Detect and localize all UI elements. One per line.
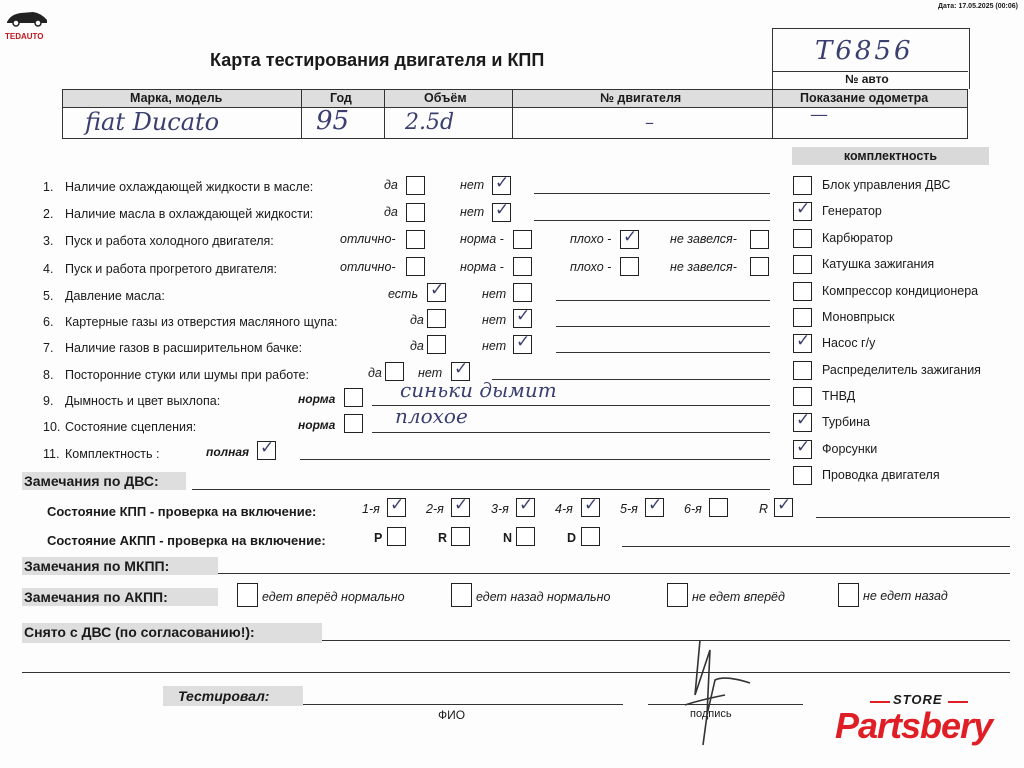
kpp-gear-5-checkbox[interactable]: ✓ bbox=[645, 498, 664, 517]
akpp-forward-normal-checkbox[interactable] bbox=[237, 583, 258, 607]
kpp-gear-6-checkbox[interactable] bbox=[709, 498, 728, 517]
q4-opt-bad: плохо - bbox=[570, 260, 612, 274]
q7-opt-yes: да bbox=[410, 339, 424, 353]
akpp-no-backward-label: не едет назад bbox=[863, 589, 948, 603]
tested-label: Тестировал: bbox=[178, 688, 270, 704]
q4-checkbox-normal[interactable] bbox=[513, 257, 532, 276]
kit-checkbox-generator[interactable]: ✓ bbox=[793, 202, 812, 221]
q7-opt-no: нет bbox=[482, 339, 507, 353]
q5-text: Давление масла: bbox=[65, 289, 165, 303]
q4-text: Пуск и работа прогретого двигателя: bbox=[65, 262, 277, 276]
kit-checkbox-injectors[interactable]: ✓ bbox=[793, 440, 812, 459]
kit-label-carburetor: Карбюратор bbox=[822, 231, 893, 245]
kpp-gear-r-label: R bbox=[759, 502, 769, 516]
q8-number: 8. bbox=[43, 368, 54, 382]
car-number-value: T6856 bbox=[815, 36, 914, 66]
kit-checkbox-injection-pump[interactable] bbox=[793, 387, 812, 406]
kit-checkbox-ecu[interactable] bbox=[793, 176, 812, 195]
q3-opt-excellent: отлично- bbox=[340, 232, 396, 246]
q6-opt-no: нет bbox=[482, 313, 507, 327]
akpp-gear-d-label: D bbox=[567, 531, 577, 545]
q2-opt-no: нет bbox=[460, 205, 485, 219]
q5-number: 5. bbox=[43, 289, 54, 303]
q11-opt-full: полная bbox=[206, 445, 250, 459]
kit-checkbox-ignition-coil[interactable] bbox=[793, 255, 812, 274]
q1-number: 1. bbox=[43, 180, 54, 194]
akpp-gear-n-label: N bbox=[503, 531, 513, 545]
kit-title: комплектность bbox=[792, 147, 989, 165]
q2-checkbox-no[interactable]: ✓ bbox=[492, 203, 511, 222]
kpp-gear-4-label: 4-я bbox=[555, 502, 573, 516]
q8-text: Посторонние стуки или шумы при работе: bbox=[65, 368, 309, 382]
value-odometer: — bbox=[810, 104, 828, 125]
value-make-model: fiat Ducato bbox=[85, 108, 220, 136]
q3-text: Пуск и работа холодного двигателя: bbox=[65, 234, 274, 248]
akpp-gear-r-checkbox[interactable] bbox=[451, 527, 470, 546]
q3-number: 3. bbox=[43, 234, 54, 248]
q2-opt-yes: да bbox=[384, 205, 398, 219]
q3-opt-bad: плохо - bbox=[570, 232, 612, 246]
kpp-gear-4-checkbox[interactable]: ✓ bbox=[581, 498, 600, 517]
kit-checkbox-mono-injection[interactable] bbox=[793, 308, 812, 327]
kit-label-injectors: Форсунки bbox=[822, 442, 878, 456]
kit-checkbox-turbine[interactable]: ✓ bbox=[793, 413, 812, 432]
q3-checkbox-normal[interactable] bbox=[513, 230, 532, 249]
kit-checkbox-wiring[interactable] bbox=[793, 466, 812, 485]
col-volume: Объём bbox=[424, 91, 467, 105]
q1-opt-yes: да bbox=[384, 178, 398, 192]
kit-checkbox-carburetor[interactable] bbox=[793, 229, 812, 248]
ice-remarks-line[interactable] bbox=[192, 489, 770, 490]
akpp-label: Состояние АКПП - проверка на включение: bbox=[47, 533, 326, 548]
col-odometer: Показание одометра bbox=[800, 91, 929, 105]
kit-label-generator: Генератор bbox=[822, 204, 882, 218]
kpp-gear-3-label: 3-я bbox=[491, 502, 509, 516]
q11-checkbox-full[interactable]: ✓ bbox=[257, 441, 276, 460]
q2-checkbox-yes[interactable] bbox=[406, 203, 425, 222]
signature-drawing bbox=[655, 635, 765, 750]
removed-label: Снято с ДВС (по согласованию!): bbox=[24, 624, 255, 640]
value-engine-number: – bbox=[645, 112, 654, 133]
q4-number: 4. bbox=[43, 262, 54, 276]
q1-checkbox-yes[interactable] bbox=[406, 176, 425, 195]
kit-label-mono-injection: Моновпрыск bbox=[822, 310, 895, 324]
akpp-no-forward-checkbox[interactable] bbox=[667, 583, 688, 607]
value-volume: 2.5d bbox=[405, 110, 455, 135]
logo bbox=[5, 6, 49, 41]
kit-label-ecu: Блок управления ДВС bbox=[822, 178, 951, 192]
q4-checkbox-excellent[interactable] bbox=[406, 257, 425, 276]
kit-label-ignition-coil: Катушка зажигания bbox=[822, 257, 935, 271]
q8-checkbox-no[interactable]: ✓ bbox=[451, 362, 470, 381]
q3-opt-normal: норма - bbox=[460, 232, 504, 246]
car-number-label: № авто bbox=[845, 72, 889, 86]
akpp-gear-d-checkbox[interactable] bbox=[581, 527, 600, 546]
q1-checkbox-no[interactable]: ✓ bbox=[492, 176, 511, 195]
kpp-gear-1-label: 1-я bbox=[362, 502, 380, 516]
akpp-forward-normal-label: едет вперёд нормально bbox=[262, 590, 405, 604]
q8-opt-no: нет bbox=[418, 366, 443, 380]
akpp-gear-p-checkbox[interactable] bbox=[387, 527, 406, 546]
q5-checkbox-yes[interactable]: ✓ bbox=[427, 283, 446, 302]
akpp-gear-p-label: P bbox=[374, 531, 383, 545]
kpp-gear-5-label: 5-я bbox=[620, 502, 638, 516]
kpp-gear-1-checkbox[interactable]: ✓ bbox=[387, 498, 406, 517]
q4-opt-normal: норма - bbox=[460, 260, 504, 274]
q7-checkbox-no[interactable]: ✓ bbox=[513, 335, 532, 354]
mkpp-remarks-label: Замечания по МКПП: bbox=[24, 558, 170, 574]
kit-label-distributor: Распределитель зажигания bbox=[822, 363, 981, 377]
q1-text: Наличие охлаждающей жидкости в масле: bbox=[65, 180, 314, 194]
q11-text: Комплектность : bbox=[65, 447, 160, 461]
col-make-model: Марка, модель bbox=[130, 91, 223, 105]
q9-checkbox-normal[interactable] bbox=[344, 388, 363, 407]
q1-opt-no: нет bbox=[460, 178, 485, 192]
brand-name: Partsbery bbox=[835, 705, 993, 746]
ice-remarks-label: Замечания по ДВС: bbox=[24, 473, 159, 489]
kpp-label: Состояние КПП - проверка на включение: bbox=[47, 504, 317, 519]
q9-number: 9. bbox=[43, 394, 54, 408]
q3-checkbox-no-start[interactable] bbox=[750, 230, 769, 249]
kpp-gear-2-label: 2-я bbox=[426, 502, 444, 516]
q10-note: плохое bbox=[395, 404, 468, 428]
q7-number: 7. bbox=[43, 341, 54, 355]
fio-label: ФИО bbox=[438, 708, 466, 722]
q7-text: Наличие газов в расширительном бачке: bbox=[65, 341, 303, 355]
akpp-no-forward-label: не едет вперёд bbox=[692, 590, 785, 604]
q11-number: 11. bbox=[43, 447, 60, 461]
akpp-gear-r-label: R bbox=[438, 531, 448, 545]
kit-label-turbine: Турбина bbox=[822, 415, 870, 429]
value-year: 95 bbox=[316, 106, 350, 136]
q7-checkbox-yes[interactable] bbox=[427, 335, 446, 354]
akpp-backward-normal-checkbox[interactable] bbox=[451, 583, 472, 607]
q4-checkbox-bad[interactable] bbox=[620, 257, 639, 276]
kit-checkbox-distributor[interactable] bbox=[793, 361, 812, 380]
q9-note: синьки дымит bbox=[400, 378, 557, 402]
q6-number: 6. bbox=[43, 315, 54, 329]
q4-checkbox-no-start[interactable] bbox=[750, 257, 769, 276]
q6-opt-yes: да bbox=[410, 313, 424, 327]
q2-text: Наличие масла в охлаждающей жидкости: bbox=[65, 207, 314, 221]
q5-opt-yes: есть bbox=[388, 287, 419, 301]
q10-text: Состояние сцепления: bbox=[65, 420, 197, 434]
q8-opt-yes: да bbox=[368, 366, 382, 380]
q3-checkbox-bad[interactable]: ✓ bbox=[620, 230, 639, 249]
signature-label: подпись bbox=[690, 708, 732, 720]
akpp-gear-n-checkbox[interactable] bbox=[516, 527, 535, 546]
q6-text: Картерные газы из отверстия масляного щупа: bbox=[65, 315, 338, 329]
q10-checkbox-normal[interactable] bbox=[344, 414, 363, 433]
kit-label-injection-pump: ТНВД bbox=[822, 389, 856, 403]
kpp-gear-r-checkbox[interactable]: ✓ bbox=[774, 498, 793, 517]
kit-label-ac-compressor: Компрессор кондиционера bbox=[822, 284, 979, 298]
brand-store: STORE bbox=[893, 692, 943, 707]
q5-opt-no: нет bbox=[482, 287, 507, 301]
q2-number: 2. bbox=[43, 207, 54, 221]
akpp-backward-normal-label: едет назад нормально bbox=[476, 590, 611, 604]
q4-opt-no-start: не завелся- bbox=[670, 260, 737, 274]
kpp-gear-2-checkbox[interactable]: ✓ bbox=[451, 498, 470, 517]
q4-opt-excellent: отлично- bbox=[340, 260, 396, 274]
q6-checkbox-yes[interactable] bbox=[427, 309, 446, 328]
q9-text: Дымность и цвет выхлопа: bbox=[65, 394, 221, 408]
car-logo-icon bbox=[5, 6, 49, 28]
q10-opt-normal: норма bbox=[298, 418, 336, 432]
q3-opt-no-start: не завелся- bbox=[670, 232, 737, 246]
col-year: Год bbox=[330, 91, 352, 105]
col-engine-number: № двигателя bbox=[600, 91, 682, 105]
akpp-remarks-label: Замечания по АКПП: bbox=[24, 589, 168, 605]
akpp-no-backward-checkbox[interactable] bbox=[838, 583, 859, 607]
q10-number: 10. bbox=[43, 420, 61, 434]
q3-checkbox-excellent[interactable] bbox=[406, 230, 425, 249]
q5-checkbox-no[interactable] bbox=[513, 283, 532, 302]
kit-checkbox-ac-compressor[interactable] bbox=[793, 282, 812, 301]
mkpp-remarks-line[interactable] bbox=[218, 573, 1010, 574]
kpp-gear-6-label: 6-я bbox=[684, 502, 702, 516]
kpp-gear-3-checkbox[interactable]: ✓ bbox=[516, 498, 535, 517]
kit-label-ps-pump: Насос г/у bbox=[822, 336, 876, 350]
q9-opt-normal: норма bbox=[298, 392, 336, 406]
date-label: Дата: 17.05.2025 (00:06) bbox=[937, 3, 1018, 10]
kit-checkbox-ps-pump[interactable]: ✓ bbox=[793, 334, 812, 353]
logo-text: TEDAUTO bbox=[5, 32, 44, 41]
kit-label-wiring: Проводка двигателя bbox=[822, 468, 940, 482]
page-title: Карта тестирования двигателя и КПП bbox=[210, 50, 545, 70]
removed-line-2[interactable] bbox=[22, 672, 1010, 673]
q6-checkbox-no[interactable]: ✓ bbox=[513, 309, 532, 328]
